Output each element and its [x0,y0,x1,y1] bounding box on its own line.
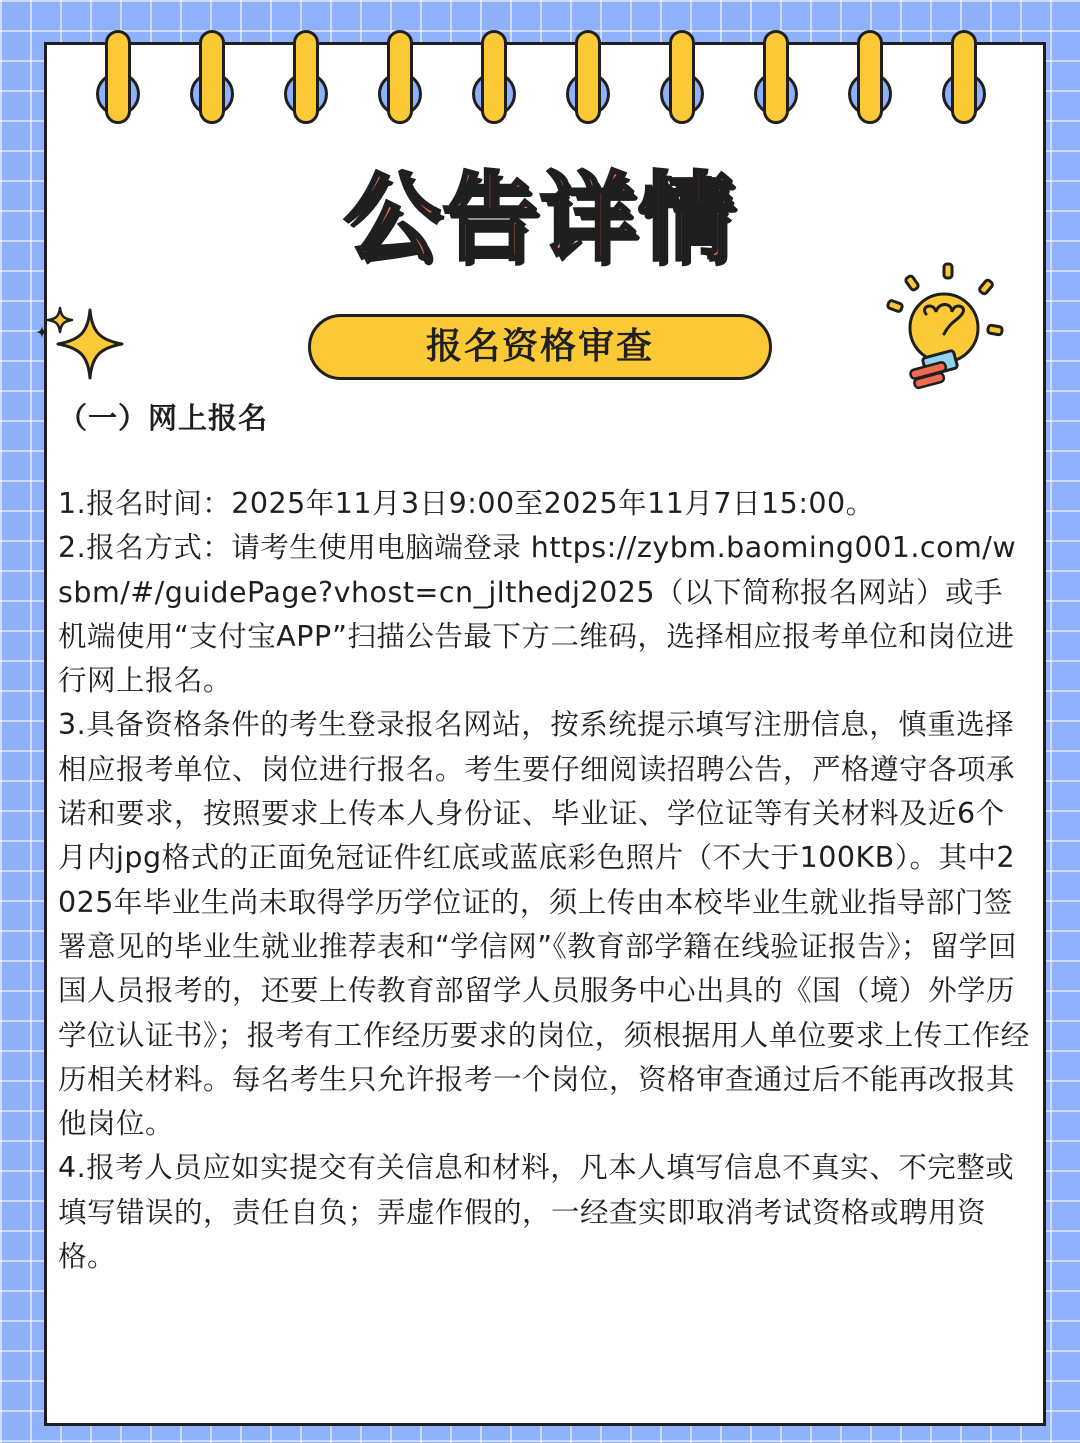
binder-ring-icon [754,30,798,124]
binder-ring-icon [660,30,704,124]
binder-ring-icon [942,30,986,124]
paragraph-registration-requirements: 3.具备资格条件的考生登录报名网站，按系统提示填写注册信息，慎重选择相应报考单位、岗位进行报名。考生要仔细阅读招聘公告，严格遵守各项承诺和要求，按照要求上传本人身份证、毕业证、学位证等有关材料及近6个月内jpg格式的正面免冠证件红底或蓝底彩色照片（不大于100KB）。其中2025年毕业生尚未取得学历学位证的，须上传由本校毕业生就业指导部门签署意见的毕业生就业推荐表和“学信网”《教育部学籍在线验证报告》；留学回国人员报考的，还要上传教育部留学人员服务中心出具的《国（境）外学历学位认证书》；报考有工作经历要求的岗位，须根据用人单位要求上传工作经历相关材料。每名考生只允许报考一个岗位，资格审查通过后不能再改报其他岗位。 [58,708,1030,1141]
announcement-body [58,394,1030,1279]
lightbulb-icon [884,262,1004,392]
subtitle-badge: 报名资格审查 [308,314,772,380]
paragraph-registration-time: 1.报名时间：2025年11月3日9:00至2025年11月7日15:00。 [58,487,875,520]
sparkle-icon [34,306,130,382]
page-title: 公告详情 [344,162,736,274]
binder-ring-icon [96,30,140,124]
binder-ring-icon [566,30,610,124]
binder-ring-icon [848,30,892,124]
binder-ring-icon [284,30,328,124]
binder-ring-icon [378,30,422,124]
section-heading: （一）网上报名 [58,401,269,435]
paragraph-honesty-statement: 4.报考人员应如实提交有关信息和材料，凡本人填写信息不真实、不完整或填写错误的，责任自负；弄虚作假的，一经查实即取消考试资格或聘用资格。 [58,1151,1015,1274]
binder-ring-icon [190,30,234,124]
binder-ring-icon [472,30,516,124]
paragraph-registration-method: 2.报名方式：请考生使用电脑端登录 https://zybm.baoming001.com/wsbm/#/guidePage?vhost=cn_jlthedj2025（以下简称报名网站）或手机端使用“支付宝APP”扫描公告最下方二维码，选择相应报考单位和岗位进行网上报名。 [58,531,1017,698]
